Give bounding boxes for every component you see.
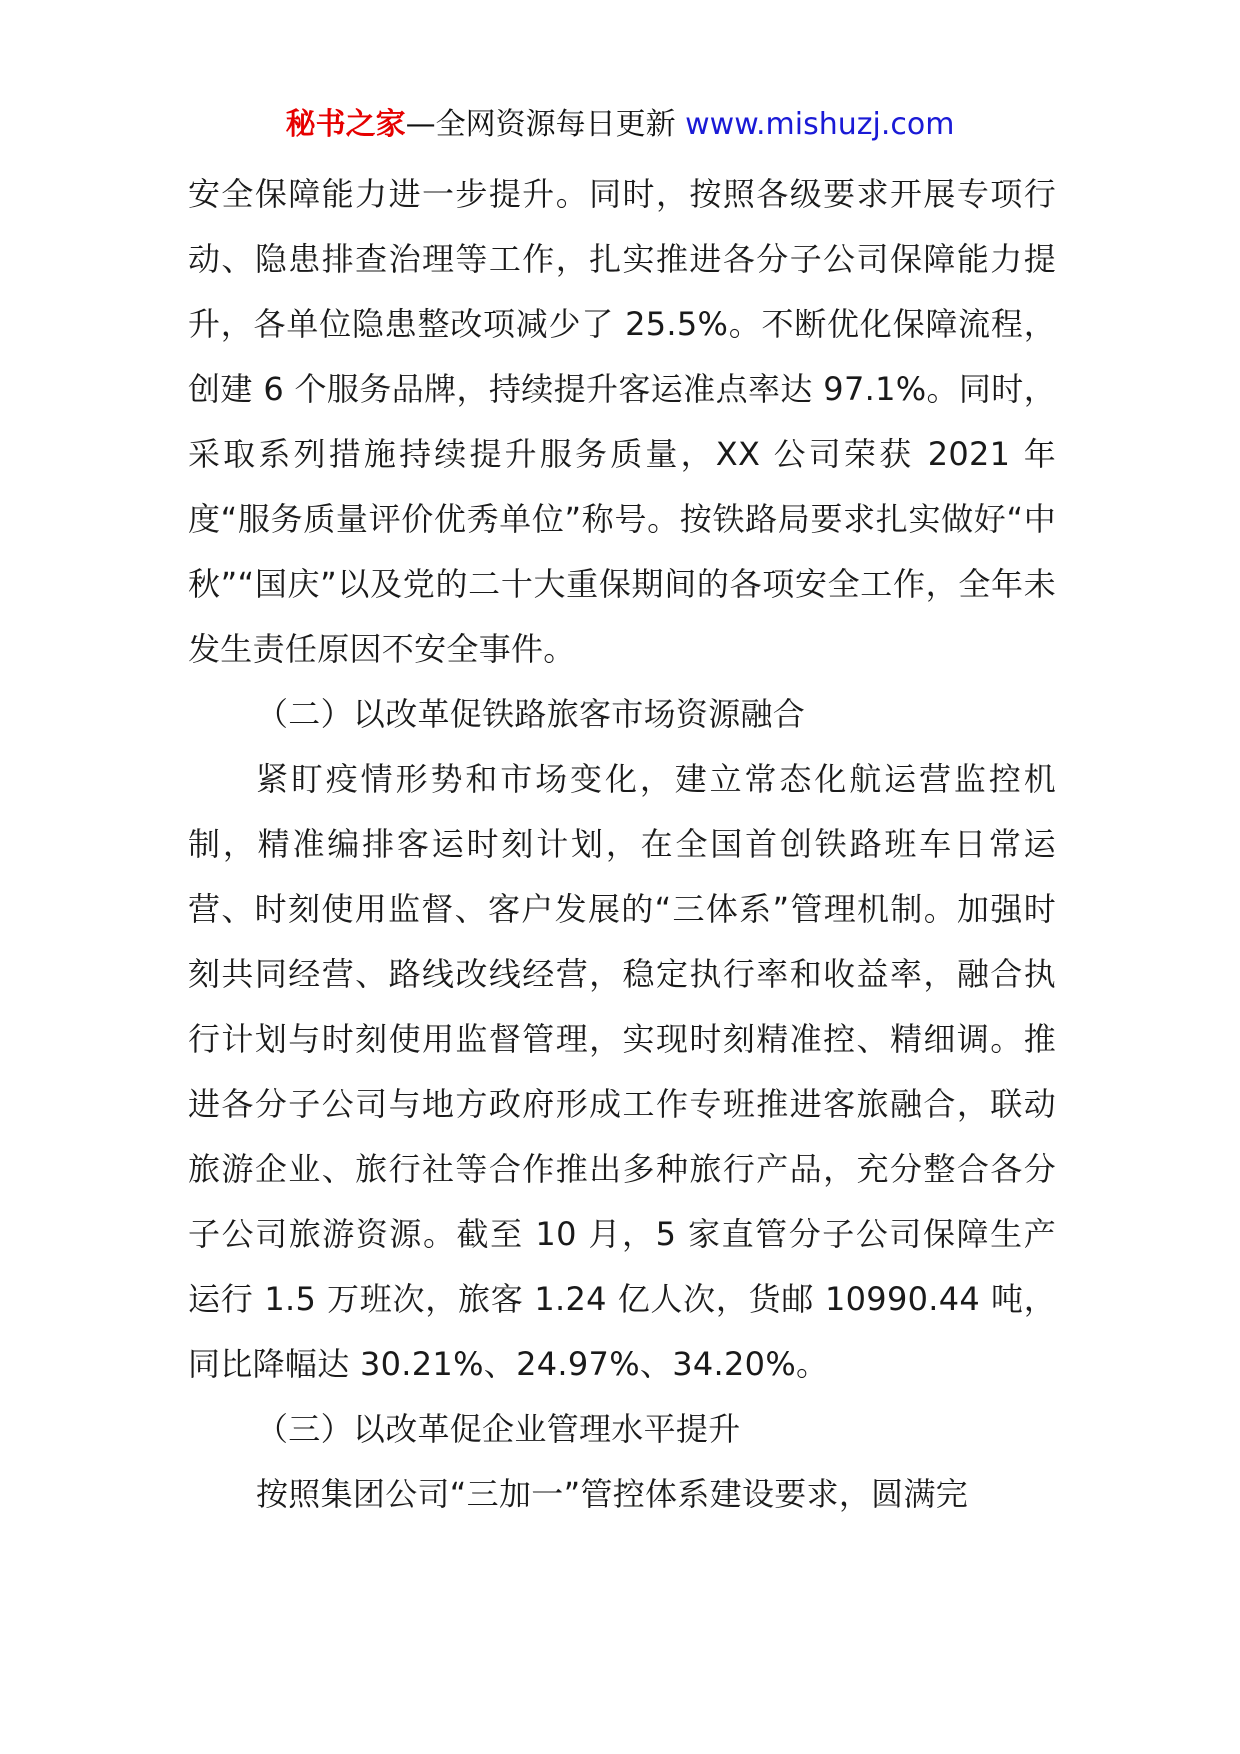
paragraph-safety: 安全保障能力进一步提升。同时，按照各级要求开展专项行动、隐患排查治理等工作，扎实推进各分子公司保障能力提升，各单位隐患整改项减少了 25.5%。不断优化保障流程，创建 6 个服务品牌，持续提升客运准点率达 97.1%。同时，采取系列措施持续提升服务质量，XX 公司荣获 2021 年度“服务质量评价优秀单位”称号。按铁路局要求扎实做好“中秋”“国庆”以及党的二十大重保期间的各项安全工作，全年未发生责任原因不安全事件。 xyxy=(188,175,1056,668)
section-heading-3: （三）以改革促企业管理水平提升 xyxy=(256,1410,741,1448)
brand-name: 秘书之家 xyxy=(285,107,406,142)
website-link[interactable]: www.mishuzj.com xyxy=(685,107,955,142)
document-body xyxy=(188,162,1056,1527)
header-slogan: —全网资源每日更新 xyxy=(405,107,676,142)
paragraph-market: 紧盯疫情形势和市场变化，建立常态化航运营监控机制，精准编排客运时刻计划，在全国首创铁路班车日常运营、时刻使用监督、客户发展的“三体系”管理机制。加强时刻共同经营、路线改线经营，稳定执行率和收益率，融合执行计划与时刻使用监督管理，实现时刻精准控、精细调。推进各分子公司与地方政府形成工作专班推进客旅融合，联动旅游企业、旅行社等合作推出多种旅行产品，充分整合各分子公司旅游资源。截至 10 月，5 家直管分子公司保障生产运行 1.5 万班次，旅客 1.24 亿人次，货邮 10990.44 吨，同比降幅达 30.21%、24.97%、34.20%。 xyxy=(188,760,1056,1383)
paragraph-management: 按照集团公司“三加一”管控体系建设要求，圆满完 xyxy=(256,1475,969,1513)
page-header xyxy=(0,100,1240,150)
section-heading-2: （二）以改革促铁路旅客市场资源融合 xyxy=(256,695,806,733)
